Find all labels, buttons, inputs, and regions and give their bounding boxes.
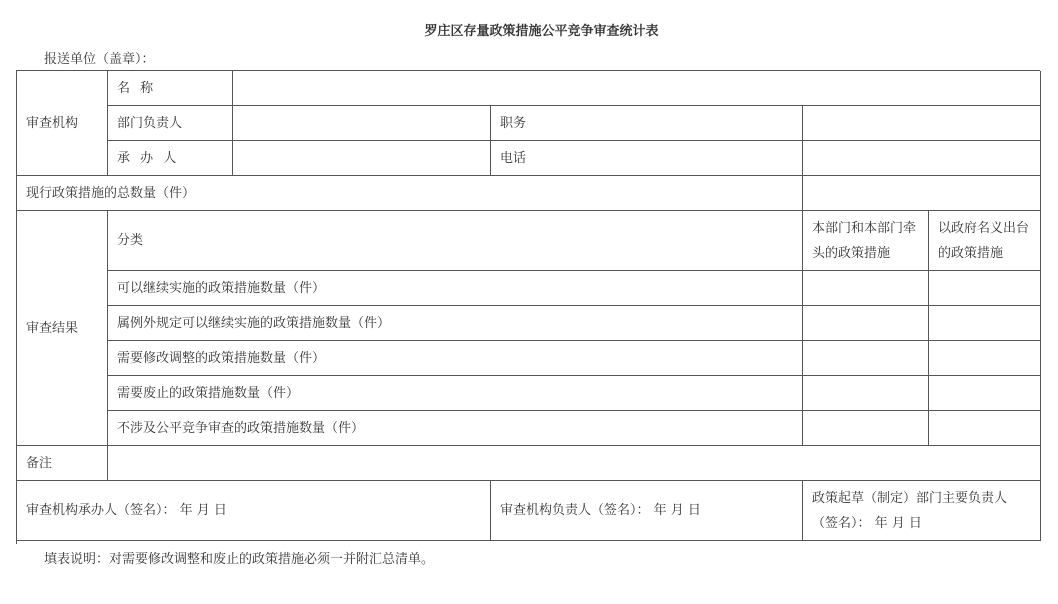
result-row-label: 需要修改调整的政策措施数量（件）: [108, 341, 803, 376]
result-row-label: 需要废止的政策措施数量（件）: [108, 376, 803, 411]
handler-label: 承 办 人: [108, 141, 233, 176]
result-gov-cell: [929, 341, 1041, 376]
total-count-value-cell: [803, 176, 1041, 211]
result-gov-cell: [929, 271, 1041, 306]
category-header: 分类: [108, 211, 803, 271]
name-value-cell: [233, 71, 1041, 106]
result-dept-cell: [803, 411, 929, 446]
statistics-table: [16, 70, 1040, 544]
position-label: 职务: [491, 106, 803, 141]
position-value-cell: [803, 106, 1041, 141]
phone-label: 电话: [491, 141, 803, 176]
result-row-label: 不涉及公平竞争审查的政策措施数量（件）: [108, 411, 803, 446]
dept-head-label: 部门负责人: [108, 106, 233, 141]
handler-signature: 审查机构承办人（签名）： 年 月 日: [17, 481, 491, 541]
result-section-label: 审查结果: [17, 211, 108, 446]
result-dept-cell: [803, 306, 929, 341]
result-gov-cell: [929, 306, 1041, 341]
handler-value-cell: [233, 141, 491, 176]
org-section-label: 审查机构: [17, 71, 108, 176]
drafter-signature: 政策起草（制定）部门主要负责人（签名）： 年 月 日: [803, 481, 1041, 541]
filling-instructions: 填表说明：对需要修改调整和废止的政策措施必须一并附汇总清单。: [44, 552, 435, 567]
result-dept-cell: [803, 271, 929, 306]
dept-policy-column-header: 本部门和本部门牵头的政策措施: [803, 211, 929, 271]
result-gov-cell: [929, 376, 1041, 411]
result-row-label: 属例外规定可以继续实施的政策措施数量（件）: [108, 306, 803, 341]
document-title: 罗庄区存量政策措施公平竞争审查统计表: [424, 24, 659, 39]
remark-value-cell: [108, 446, 1041, 481]
result-dept-cell: [803, 376, 929, 411]
name-label: 名 称: [108, 71, 233, 106]
reporting-unit-label: 报送单位（盖章）：: [44, 52, 155, 67]
result-gov-cell: [929, 411, 1041, 446]
head-signature: 审查机构负责人（签名）： 年 月 日: [491, 481, 803, 541]
phone-value-cell: [803, 141, 1041, 176]
result-dept-cell: [803, 341, 929, 376]
gov-policy-column-header: 以政府名义出台的政策措施: [929, 211, 1041, 271]
total-count-label: 现行政策措施的总数量（件）: [17, 176, 803, 211]
result-row-label: 可以继续实施的政策措施数量（件）: [108, 271, 803, 306]
remark-label: 备注: [17, 446, 108, 481]
dept-head-value-cell: [233, 106, 491, 141]
